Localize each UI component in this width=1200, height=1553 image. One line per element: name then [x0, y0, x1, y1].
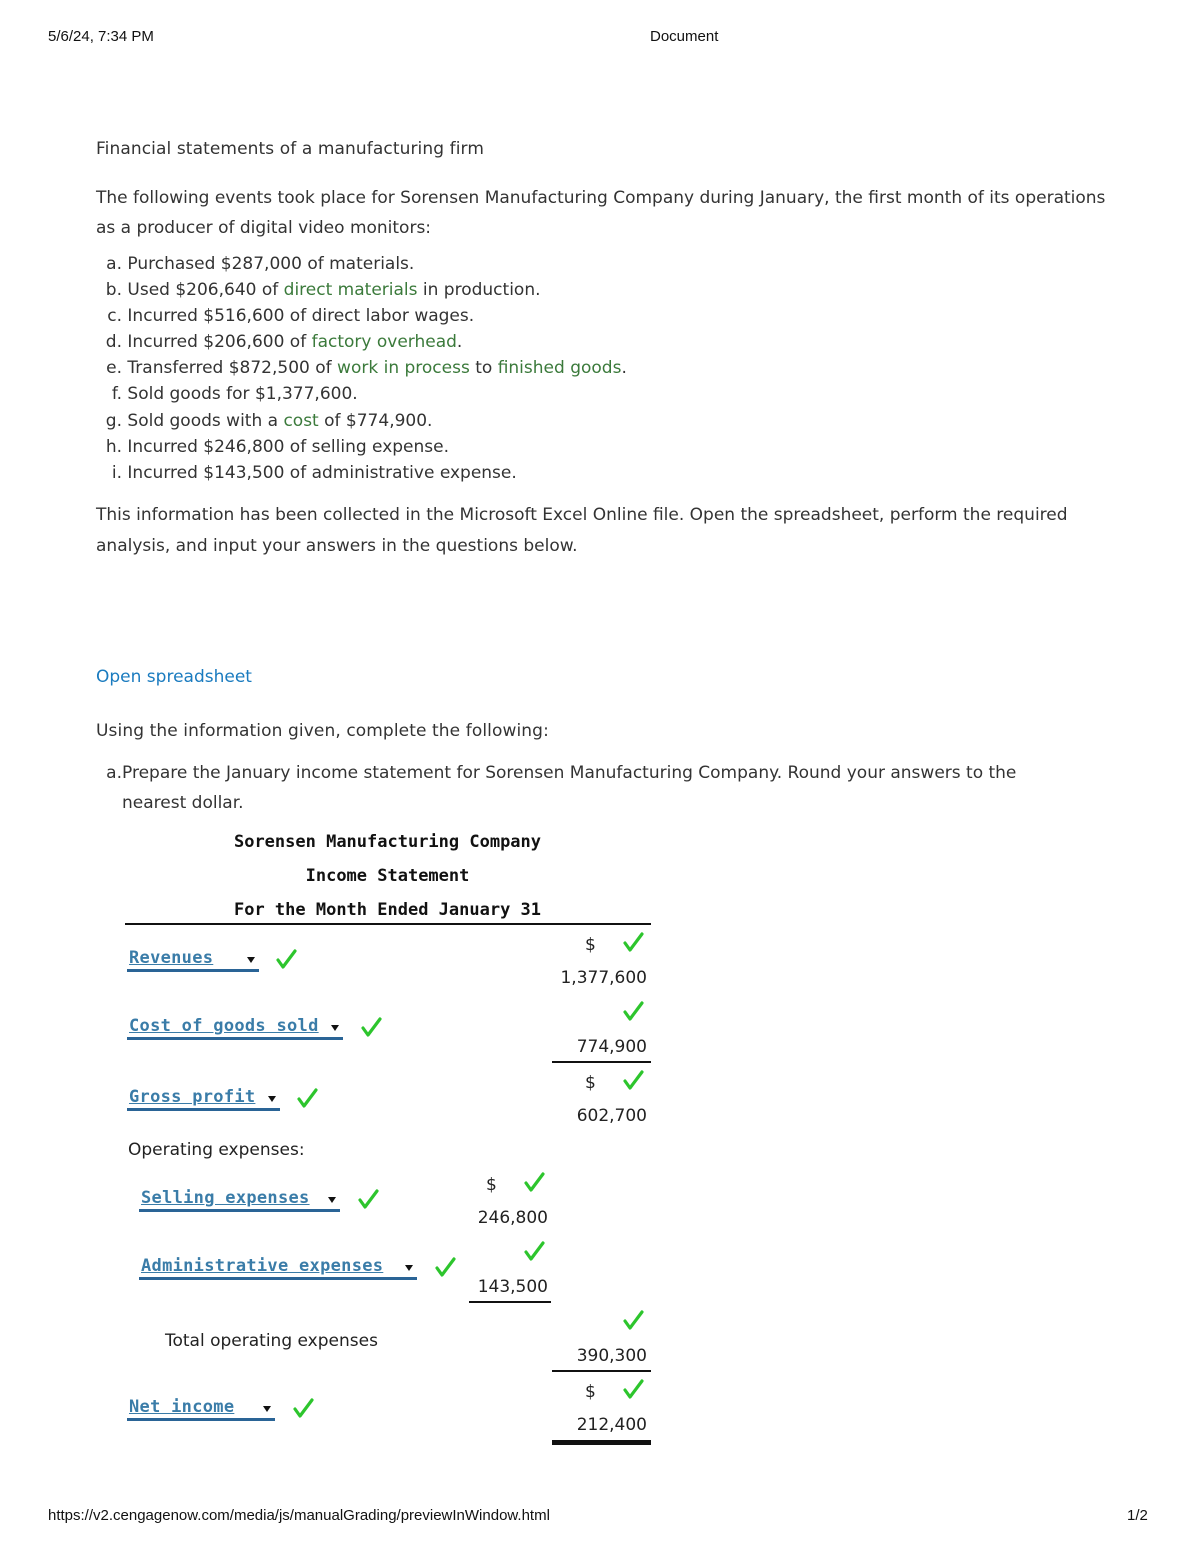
- revenues-amount[interactable]: 1,377,600: [560, 968, 647, 988]
- chevron-down-icon: [328, 1197, 336, 1203]
- dollar-sign: $: [585, 935, 596, 955]
- admin-dropdown[interactable]: [139, 1256, 417, 1280]
- admin-amount[interactable]: 143,500: [477, 1277, 548, 1297]
- glossary-term[interactable]: finished goods: [497, 358, 622, 379]
- cogs-dropdown[interactable]: [127, 1016, 343, 1040]
- statement-period: For the Month Ended January 31: [233, 900, 542, 920]
- check-icon: [296, 1087, 318, 1109]
- gross-profit-amount[interactable]: 602,700: [576, 1106, 647, 1126]
- check-icon: [622, 1069, 644, 1091]
- page-url: https://v2.cengagenow.com/media/js/manualGrading/previewInWindow.html: [48, 1507, 550, 1524]
- event-item: [96, 277, 627, 303]
- selling-label: Selling expenses: [141, 1188, 310, 1208]
- event-item: [96, 408, 627, 434]
- chevron-down-icon: [263, 1406, 271, 1412]
- net-income-amount[interactable]: 212,400: [576, 1415, 647, 1435]
- dollar-sign: $: [486, 1175, 497, 1195]
- event-item: [96, 251, 627, 277]
- check-icon: [622, 1378, 644, 1400]
- check-icon: [523, 1240, 545, 1262]
- gross-profit-label: Gross profit: [129, 1087, 256, 1107]
- event-text: of $774,900.: [318, 410, 433, 431]
- check-icon: [434, 1256, 456, 1278]
- check-icon: [622, 1309, 644, 1331]
- event-letter: a.: [106, 254, 122, 274]
- subtotal-rule: [552, 1370, 651, 1372]
- problem-intro: The following events took place for Sorensen Manufacturing Company during January, the first month of its operations as a producer of digital video monitors:: [96, 188, 1106, 238]
- check-icon: [523, 1171, 545, 1193]
- event-text: Incurred $206,600 of: [127, 332, 312, 353]
- net-income-dropdown[interactable]: [127, 1397, 275, 1421]
- statement-company: Sorensen Manufacturing Company: [233, 832, 542, 852]
- revenues-label: Revenues: [129, 948, 214, 968]
- chevron-down-icon: [247, 957, 255, 963]
- event-letter: e.: [106, 358, 122, 379]
- event-text: Used $206,640 of: [127, 280, 284, 301]
- event-letter: i.: [111, 462, 122, 483]
- check-icon: [622, 931, 644, 953]
- event-text: Transferred $872,500 of: [127, 358, 338, 379]
- statement-title: Income Statement: [305, 866, 470, 886]
- question-a: [96, 758, 1076, 813]
- event-item: [96, 303, 627, 329]
- selling-dropdown[interactable]: [139, 1188, 340, 1212]
- event-text: Purchased $287,000 of materials.: [127, 254, 415, 274]
- cogs-amount[interactable]: 774,900: [576, 1037, 647, 1057]
- event-text: Incurred $246,800 of selling expense.: [127, 436, 450, 457]
- total-opex-label: Total operating expenses: [165, 1331, 378, 1351]
- admin-label: Administrative expenses: [141, 1256, 384, 1276]
- question-text: Prepare the January income statement for Sorensen Manufacturing Company. Round your answers to the nearest dollar.: [122, 763, 1017, 813]
- event-item: [96, 460, 627, 486]
- double-rule: [552, 1440, 651, 1445]
- chevron-down-icon: [268, 1096, 276, 1102]
- event-text: Incurred $143,500 of administrative expense.: [127, 462, 517, 483]
- instruction-text: Using the information given, complete the following:: [96, 721, 549, 741]
- event-text: in production.: [417, 280, 541, 301]
- event-list: [96, 251, 627, 486]
- net-income-label: Net income: [129, 1397, 235, 1417]
- problem-heading: Financial statements of a manufacturing firm: [96, 139, 484, 159]
- check-icon: [360, 1016, 382, 1038]
- opex-heading: Operating expenses:: [128, 1140, 305, 1160]
- check-icon: [622, 1000, 644, 1022]
- print-timestamp: 5/6/24, 7:34 PM: [48, 28, 154, 45]
- event-text: Sold goods for $1,377,600.: [127, 384, 358, 405]
- page-number: 1/2: [1127, 1507, 1148, 1524]
- header-rule: [125, 923, 651, 925]
- subtotal-rule: [552, 1061, 651, 1063]
- dollar-sign: $: [585, 1382, 596, 1402]
- event-text: Sold goods with a: [127, 410, 284, 431]
- event-letter: d.: [105, 332, 122, 353]
- glossary-term[interactable]: direct materials: [283, 280, 418, 301]
- selling-amount[interactable]: 246,800: [477, 1208, 548, 1228]
- chevron-down-icon: [405, 1265, 413, 1271]
- event-item: [96, 329, 627, 355]
- event-text: to: [469, 358, 498, 379]
- glossary-term[interactable]: work in process: [337, 358, 470, 379]
- check-icon: [292, 1397, 314, 1419]
- event-text: .: [621, 358, 627, 379]
- event-letter: c.: [107, 306, 122, 327]
- check-icon: [357, 1188, 379, 1210]
- dollar-sign: $: [585, 1073, 596, 1093]
- check-icon: [275, 948, 297, 970]
- event-letter: h.: [105, 436, 122, 457]
- revenues-dropdown[interactable]: [127, 948, 259, 972]
- event-item: [96, 434, 627, 460]
- glossary-term[interactable]: cost: [283, 410, 319, 431]
- info-text: This information has been collected in the Microsoft Excel Online file. Open the spreadsheet, perform the required analysis, and input your answers in the questions below.: [96, 505, 1068, 556]
- glossary-term[interactable]: factory overhead: [311, 332, 457, 353]
- event-text: .: [456, 332, 463, 353]
- event-letter: f.: [111, 384, 122, 405]
- event-letter: g.: [105, 410, 122, 431]
- event-item: [96, 381, 627, 407]
- subtotal-rule: [469, 1301, 551, 1303]
- cogs-label: Cost of goods sold: [129, 1016, 319, 1036]
- document-title: Document: [650, 28, 719, 45]
- chevron-down-icon: [331, 1025, 339, 1031]
- event-text: Incurred $516,600 of direct labor wages.: [127, 306, 475, 327]
- total-opex-amount[interactable]: 390,300: [576, 1346, 647, 1366]
- question-letter: a.: [106, 763, 122, 783]
- gross-profit-dropdown[interactable]: [127, 1087, 280, 1111]
- event-item: [96, 355, 627, 381]
- event-letter: b.: [105, 280, 122, 301]
- open-spreadsheet-link[interactable]: Open spreadsheet: [96, 667, 252, 687]
